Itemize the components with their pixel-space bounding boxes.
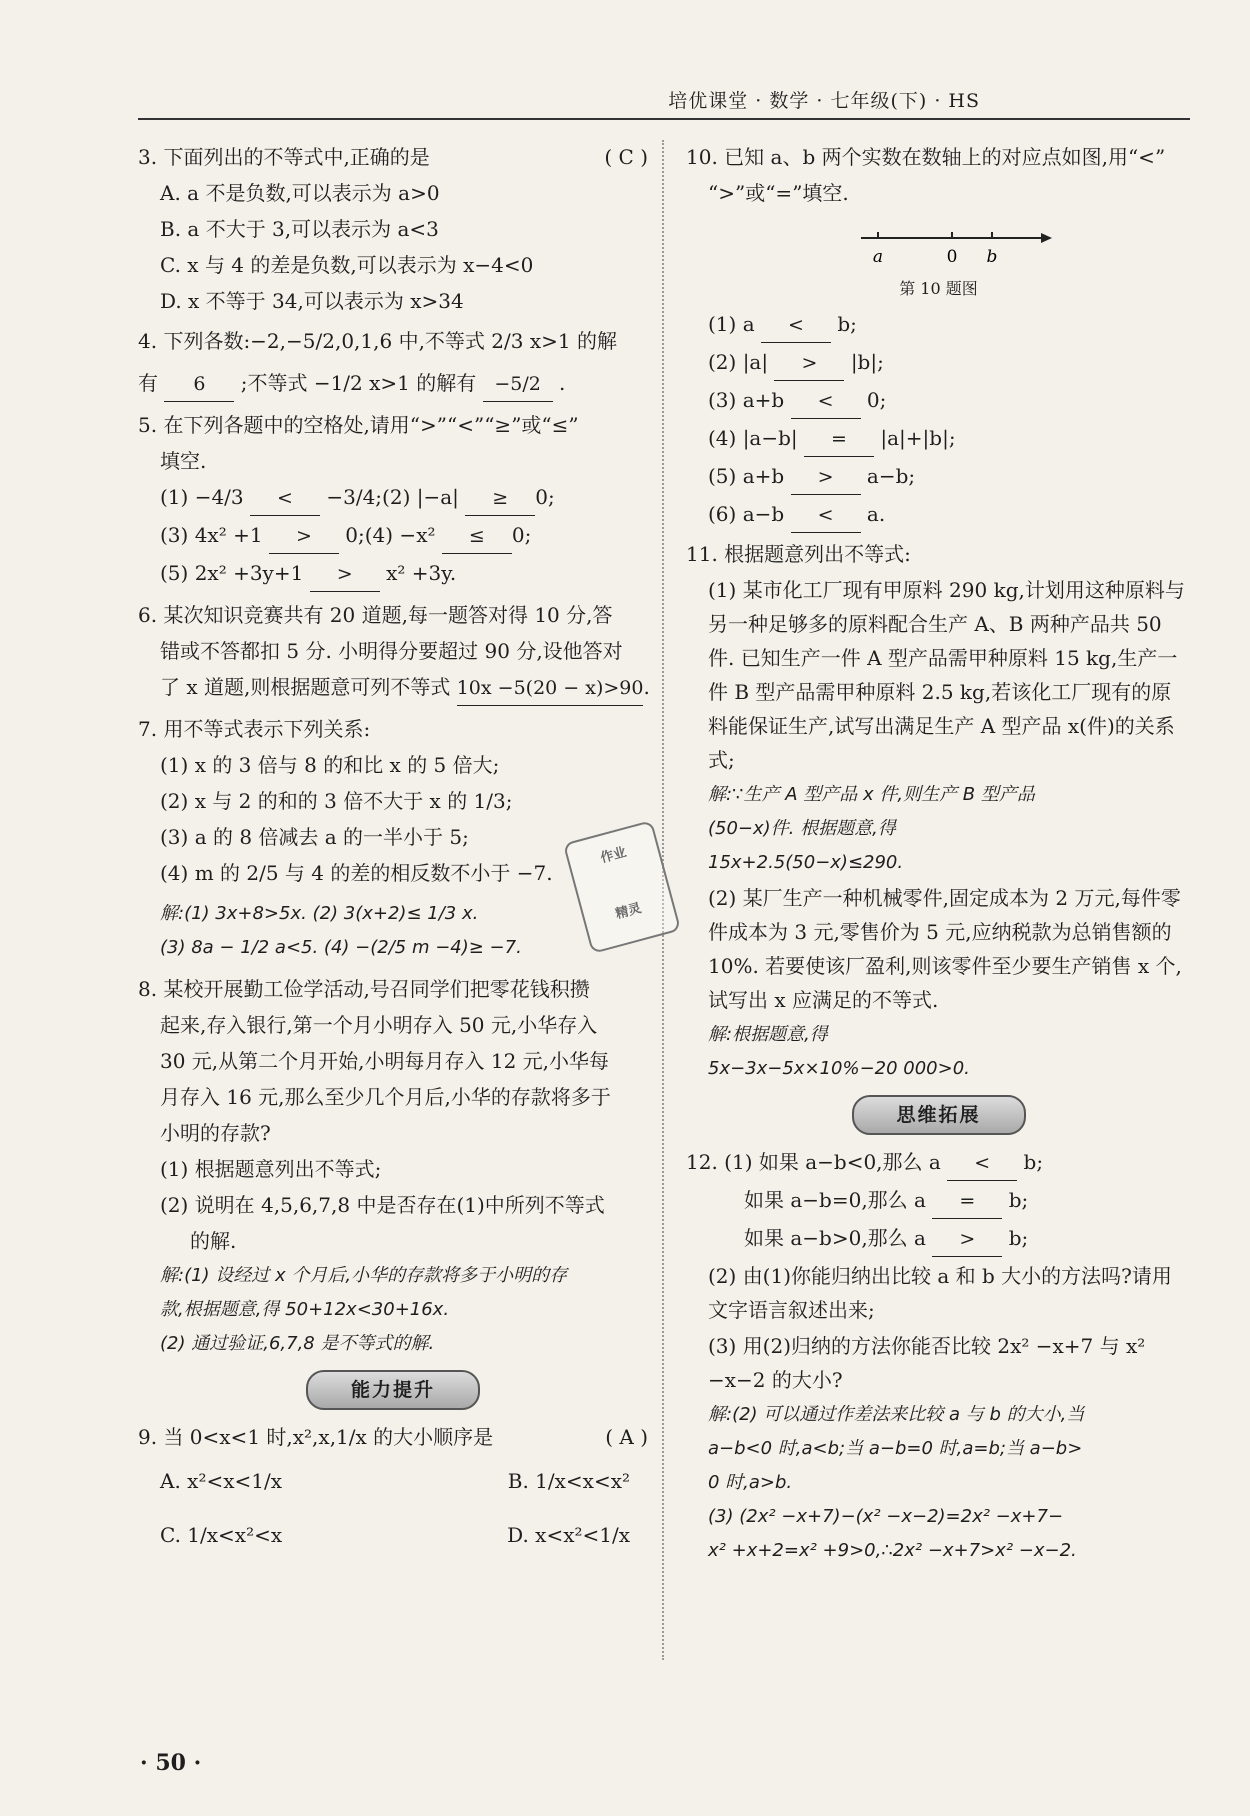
- q12-solution-1: 解:(2) 可以通过作差法来比较 a 与 b 的大小,当: [708, 1404, 1085, 1425]
- q11-part1: (1) 某市化工厂现有甲原料 290 kg,计划用这种原料与另一种足够多的原料配合生产 A、B 两种产品共 50 件. 已知生产一件 A 型产品需甲种原料 15 kg,生产一件 B 型产品需甲种原料 2.5 kg,若该化工厂现有的原料能保证生产,试写出满足生产 A 型产品 x(件)的关系式;: [708, 578, 1185, 772]
- q9-option-a: A. x²<x<1/x: [160, 1469, 282, 1493]
- q12-part2: (2) 由(1)你能归纳出比较 a 和 b 大小的方法吗?请用文字语言叙述出来;: [708, 1264, 1172, 1322]
- q4-line1: 4. 下列各数:−2,−5/2,0,1,6 中,不等式 2/3 x>1 的解: [138, 329, 617, 353]
- q8-solution-3: (2) 通过验证,6,7,8 是不等式的解.: [160, 1333, 435, 1354]
- q8-line3: 30 元,从第二个月开始,小明每月存入 12 元,小华每: [160, 1049, 610, 1073]
- q5-2-post: 0;: [535, 485, 555, 509]
- q8-solution-2: 款,根据题意,得 50+12x<30+16x.: [160, 1299, 450, 1320]
- q8-solution-1: 解:(1) 设经过 x 个月后,小华的存款将多于小明的存: [160, 1265, 568, 1286]
- q5-5-pre: (5) 2x² +3y+1: [160, 561, 304, 585]
- figure-caption: 第 10 题图: [899, 279, 978, 298]
- ability-banner: 能力提升: [306, 1370, 480, 1410]
- q9-option-b: B. 1/x<x<x²: [507, 1469, 630, 1493]
- q7-item-1: (1) x 的 3 倍与 8 的和比 x 的 5 倍大;: [160, 753, 500, 777]
- q7-item-2: (2) x 与 2 的和的 3 倍不大于 x 的 1/3;: [160, 789, 513, 813]
- q4-blank-2: −5/2: [483, 367, 553, 402]
- label-a: a: [872, 247, 884, 267]
- q12-solution-3: 0 时,a>b.: [708, 1472, 793, 1493]
- q7-solution-1: 解:(1) 3x+8>5x. (2) 3(x+2)≤ 1/3 x.: [160, 903, 479, 924]
- q6-line3: [138, 670, 648, 706]
- q10-1-blank: <: [761, 308, 831, 343]
- page-number: · 50 ·: [140, 1750, 202, 1776]
- q5-line2: 填空.: [160, 449, 207, 473]
- q7-solution-2: (3) 8a − 1/2 a<5. (4) −(2/5 m −4)≥ −7.: [160, 937, 522, 958]
- q10-2-post: |b|;: [850, 350, 884, 374]
- q6-end: .: [643, 675, 650, 699]
- q12-solution-2: a−b<0 时,a<b;当 a−b=0 时,a=b;当 a−b>: [708, 1438, 1083, 1459]
- right-column: [686, 140, 1191, 1569]
- q12-part3: (3) 用(2)归纳的方法你能否比较 2x² −x+7 与 x² −x−2 的大小?: [708, 1334, 1146, 1392]
- q5-item-2: [138, 518, 648, 554]
- q10-4-pre: (4) |a−b|: [708, 426, 798, 450]
- q5-5-post: x² +3y.: [386, 561, 457, 585]
- q8-item-2b: 的解.: [190, 1229, 237, 1253]
- page-header: [138, 88, 1190, 120]
- q10-6-post: a.: [866, 502, 886, 526]
- q12-item-2: [686, 1183, 1191, 1219]
- q5-4-post: 0;: [511, 523, 532, 547]
- q5-item-3: [138, 556, 648, 592]
- q12-2-pre: 如果 a−b=0,那么 a: [744, 1188, 926, 1212]
- q11-part2: (2) 某厂生产一种机械零件,固定成本为 2 万元,每件零件成本为 3 元,零售价为 5 元,应纳税款为总销售额的 10%. 若要使该厂盈利,则该零件至少要生产销售 x 个,试写出 x 应满足的不等式.: [708, 886, 1182, 1012]
- q8-line2: 起来,存入银行,第一个月小明存入 50 元,小华存入: [160, 1013, 598, 1037]
- q10-item-4: [686, 421, 1191, 457]
- q3-option-a: A. a 不是负数,可以表示为 a>0: [160, 181, 440, 205]
- header-title: 培优课堂 · 数学 · 七年级(下) · HS: [668, 90, 980, 112]
- q5-1-blank: <: [250, 481, 320, 516]
- label-b: b: [986, 247, 998, 267]
- q3-option-c: C. x 与 4 的差是负数,可以表示为 x−4<0: [160, 253, 534, 277]
- q10-6-pre: (6) a−b: [708, 502, 785, 526]
- q11-solution1-2: (50−x)件. 根据题意,得: [708, 818, 896, 839]
- q11-solution1-3: 15x+2.5(50−x)≤290.: [708, 852, 904, 873]
- q12-2-blank: =: [932, 1184, 1002, 1219]
- q10-item-5: [686, 459, 1191, 495]
- q12-solution-5: x² +x+2=x² +9>0,∴2x² −x+7>x² −x−2.: [708, 1540, 1077, 1561]
- q9-answer: ( A ): [605, 1425, 648, 1449]
- q11-solution2-2: 5x−3x−5x×10%−20 000>0.: [708, 1058, 970, 1079]
- q5-1-post: −3/4;(2) |−a|: [326, 485, 459, 509]
- q10-3-blank: <: [791, 384, 861, 419]
- q10-item-6: [686, 497, 1191, 533]
- q3-answer: ( C ): [604, 145, 648, 169]
- q5-5-blank: >: [310, 557, 380, 592]
- q6-line3-text: 了 x 道题,则根据题意可列不等式: [160, 675, 451, 699]
- q10-5-post: a−b;: [866, 464, 916, 488]
- q10-3-post: 0;: [866, 388, 887, 412]
- q12-3-pre: 如果 a−b>0,那么 a: [744, 1226, 926, 1250]
- number-line-figure: [686, 218, 1191, 270]
- q10-4-post: |a|+|b|;: [880, 426, 956, 450]
- q11-solution1-1: 解:∵生产 A 型产品 x 件,则生产 B 型产品: [708, 784, 1035, 805]
- q12-1-post: b;: [1023, 1150, 1044, 1174]
- q5-2-blank: ≥: [465, 481, 535, 516]
- q9-stem: [138, 1420, 648, 1454]
- q12-3-post: b;: [1008, 1226, 1029, 1250]
- label-0: 0: [946, 247, 958, 267]
- q10-line2: “>”或“=”填空.: [708, 181, 849, 205]
- q5-3-blank: >: [269, 519, 339, 554]
- q9-row-2: [138, 1518, 630, 1552]
- q7-stem: 7. 用不等式表示下列关系:: [138, 717, 371, 741]
- q10-1-pre: (1) a: [708, 312, 755, 336]
- q5-3-pre: (3) 4x² +1: [160, 523, 263, 547]
- q4-text-c: .: [558, 371, 566, 395]
- stamp-text-1: 作业: [599, 844, 629, 867]
- q11-solution2-1: 解:根据题意,得: [708, 1024, 828, 1045]
- q8-line1: 8. 某校开展勤工俭学活动,号召同学们把零花钱积攒: [138, 977, 590, 1001]
- q3-option-d: D. x 不等于 34,可以表示为 x>34: [160, 289, 464, 313]
- number-line-arrow: [1041, 233, 1052, 243]
- q5-4-blank: ≤: [442, 519, 512, 554]
- q5-item-1: [138, 480, 648, 516]
- q10-3-pre: (3) a+b: [708, 388, 785, 412]
- q9-row-1: [138, 1464, 630, 1498]
- q3-option-b: B. a 不大于 3,可以表示为 a<3: [160, 217, 439, 241]
- q5-3-post: 0;(4) −x²: [345, 523, 436, 547]
- q4-blank-1: 6: [164, 367, 234, 402]
- q10-4-blank: =: [804, 422, 874, 457]
- thinking-banner: 思维拓展: [852, 1095, 1026, 1135]
- q10-6-blank: <: [791, 498, 861, 533]
- q10-2-blank: >: [774, 346, 844, 381]
- q11-stem: 11. 根据题意列出不等式:: [686, 542, 911, 566]
- q8-item-1: (1) 根据题意列出不等式;: [160, 1157, 382, 1181]
- q5-line1: 5. 在下列各题中的空格处,请用“>”“<”“≥”或“≤”: [138, 413, 579, 437]
- q10-5-blank: >: [791, 460, 861, 495]
- q10-1-post: b;: [837, 312, 857, 336]
- q10-item-3: [686, 383, 1191, 419]
- q10-item-1: [686, 307, 1191, 343]
- q6-line1: 6. 某次知识竞赛共有 20 道题,每一题答对得 10 分,答: [138, 603, 613, 627]
- q10-5-pre: (5) a+b: [708, 464, 785, 488]
- q4-text-b: ;不等式 −1/2 x>1 的解有: [240, 371, 477, 395]
- q12-solution-4: (3) (2x² −x+7)−(x² −x−2)=2x² −x+7−: [708, 1506, 1064, 1527]
- q9-option-c: C. 1/x<x²<x: [160, 1523, 283, 1547]
- q7-item-4: (4) m 的 2/5 与 4 的差的相反数不小于 −7.: [160, 861, 553, 885]
- q12-1-blank: <: [947, 1146, 1017, 1181]
- q8-line4: 月存入 16 元,那么至少几个月后,小华的存款将多于: [160, 1085, 611, 1109]
- q10-item-2: [686, 345, 1191, 381]
- q12-2-post: b;: [1008, 1188, 1029, 1212]
- q8-item-2: (2) 说明在 4,5,6,7,8 中是否存在(1)中所列不等式: [160, 1193, 605, 1217]
- q4-text-a: 有: [138, 371, 158, 395]
- q12-3-blank: >: [932, 1222, 1002, 1257]
- stamp-text-2: 精灵: [614, 901, 644, 923]
- q9-text: 9. 当 0<x<1 时,x²,x,1/x 的大小顺序是: [138, 1425, 494, 1449]
- q12-1-pre: 12. (1) 如果 a−b<0,那么 a: [686, 1150, 941, 1174]
- q9-option-d: D. x<x²<1/x: [507, 1523, 630, 1547]
- q6-line2: 错或不答都扣 5 分. 小明得分要超过 90 分,设他答对: [160, 639, 623, 663]
- q5-1-pre: (1) −4/3: [160, 485, 244, 509]
- q8-line5: 小明的存款?: [160, 1121, 271, 1145]
- q10-line1: 10. 已知 a、b 两个实数在数轴上的对应点如图,用“<”: [686, 145, 1166, 169]
- q7-item-3: (3) a 的 8 倍减去 a 的一半小于 5;: [160, 825, 469, 849]
- q12-item-1: [686, 1145, 1191, 1181]
- q3-text: 3. 下面列出的不等式中,正确的是: [138, 145, 430, 169]
- q3-stem: [138, 140, 648, 174]
- q10-2-pre: (2) |a|: [708, 350, 769, 374]
- q4-line2: [138, 366, 648, 402]
- q12-item-3: [686, 1221, 1191, 1257]
- q6-blank: 10x −5(20 − x)>90: [457, 671, 644, 706]
